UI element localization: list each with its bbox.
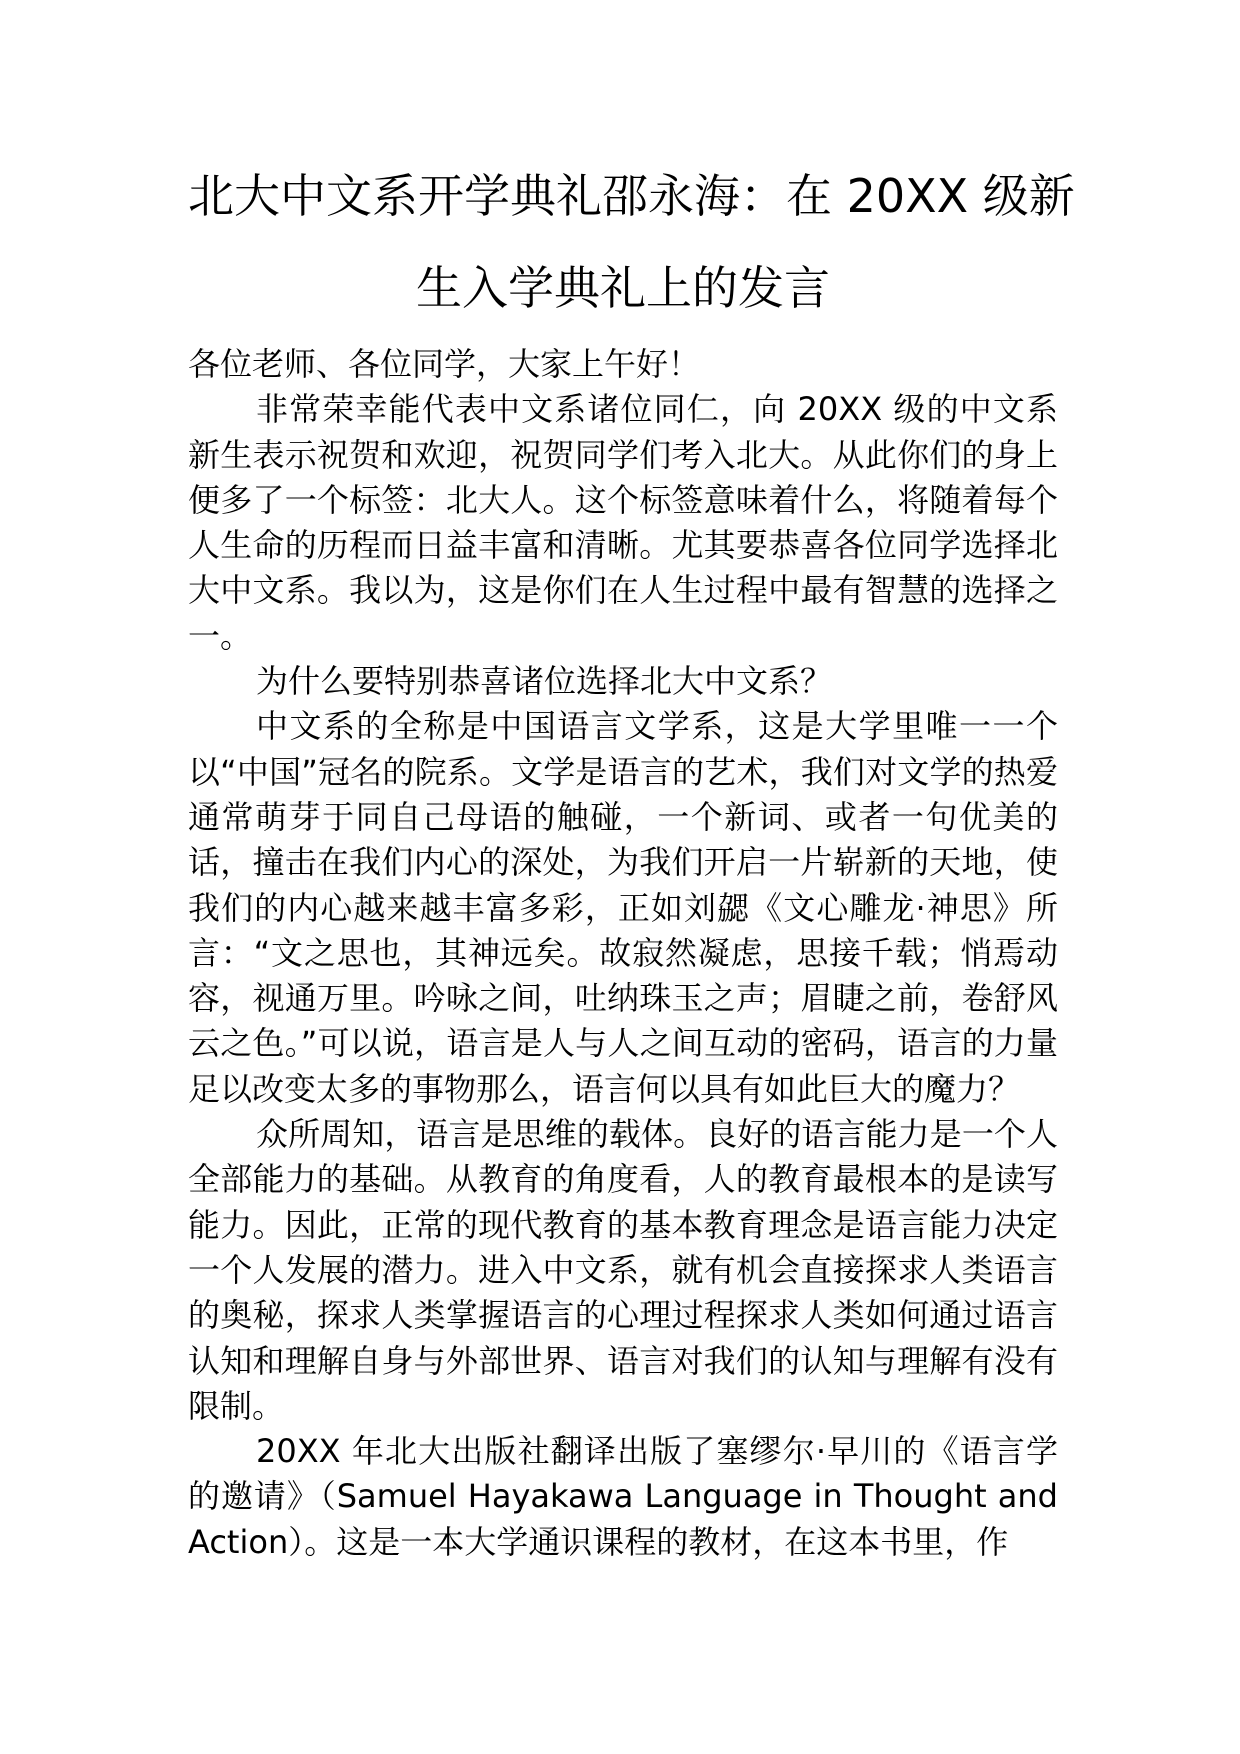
paragraph-hayakawa: 20XX 年北大出版社翻译出版了塞缪尔·早川的《语言学的邀请》（Samuel Hayakawa Language in Thought and Action）。这是一本大学通识课程的教材，在这本书里，作 [188,1432,1058,1561]
title-line-2: 生入学典礼上的发言 [416,261,830,315]
paragraph-congratulations: 非常荣幸能代表中文系诸位同仁，向 20XX 级的中文系新生表示祝贺和欢迎，祝贺同学们考入北大。从此你们的身上便多了一个标签：北大人。这个标签意味着什么，将随着每个人生命的历程而日益丰富和清晰。尤其要恭喜各位同学选择北大中文系。我以为，这是你们在人生过程中最有智慧的选择之一。 [188,390,1058,655]
speech-text [188,342,1058,1565]
document-title [188,150,1075,334]
paragraph-question: 为什么要特别恭喜诸位选择北大中文系？ [256,662,833,701]
document-body [188,150,1075,1565]
greeting-paragraph: 各位老师、各位同学，大家上午好！ [188,345,701,383]
paragraph-language-thinking: 众所周知，语言是思维的载体。良好的语言能力是一个人全部能力的基础。从教育的角度看，人的教育最根本的是读写能力。因此，正常的现代教育的基本教育理念是语言能力决定一个人发展的潜力。进入中文系，就有机会直接探求人类语言的奥秘，探求人类掌握语言的心理过程探求人类如何通过语言认知和理解自身与外部世界、语言对我们的认知与理解有没有限制。 [188,1115,1058,1425]
paragraph-department-name: 中文系的全称是中国语言文学系，这是大学里唯一一个以“中国”冠名的院系。文学是语言的艺术，我们对文学的热爱通常萌芽于同自己母语的触碰，一个新词、或者一句优美的话，撞击在我们内心的深处，为我们开启一片崭新的天地，使我们的内心越来越丰富多彩，正如刘勰《文心雕龙·神思》所言：“文之思也，其神远矣。故寂然凝虑，思接千载；悄焉动容，视通万里。吟咏之间，吐纳珠玉之声；眉睫之前，卷舒风云之色。”可以说，语言是人与人之间互动的密码，语言的力量足以改变太多的事物那么，语言何以具有如此巨大的魔力？ [188,707,1058,1108]
title-line-1: 北大中文系开学典礼邵永海：在 20XX 级新 [188,169,1075,223]
